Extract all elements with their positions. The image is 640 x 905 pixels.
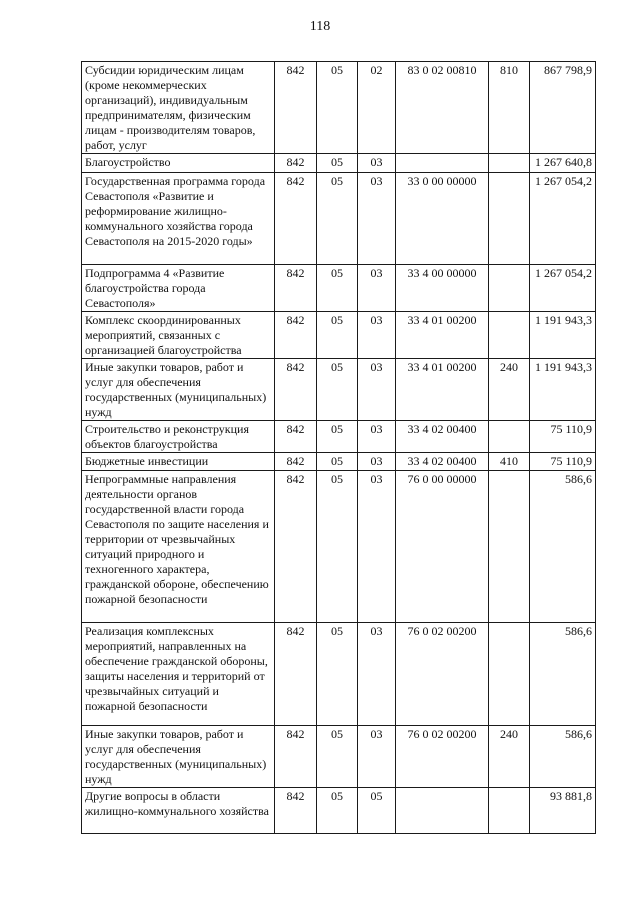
page-number: 118 xyxy=(309,19,331,34)
row-vr xyxy=(489,173,530,265)
row-sum: 1 267 054,2 xyxy=(530,173,596,265)
row-vr: 240 xyxy=(489,726,530,788)
row-csr: 83 0 02 00810 xyxy=(396,62,489,154)
row-name: Другие вопросы в области жилищно-коммунального хозяйства xyxy=(82,788,275,834)
budget-table xyxy=(81,61,596,834)
row-pr: 03 xyxy=(358,471,396,623)
row-ved: 842 xyxy=(275,726,317,788)
table-row xyxy=(82,788,596,834)
row-name: Иные закупки товаров, работ и услуг для обеспечения государственных (муниципальных) нужд xyxy=(82,726,275,788)
row-vr xyxy=(489,421,530,453)
row-sum: 1 191 943,3 xyxy=(530,359,596,421)
table-row xyxy=(82,312,596,359)
table-row xyxy=(82,471,596,623)
row-csr xyxy=(396,154,489,173)
table-row xyxy=(82,359,596,421)
row-csr: 33 0 00 00000 xyxy=(396,173,489,265)
row-ved: 842 xyxy=(275,173,317,265)
row-ved: 842 xyxy=(275,471,317,623)
row-ved: 842 xyxy=(275,265,317,312)
row-pr: 03 xyxy=(358,359,396,421)
row-csr: 76 0 02 00200 xyxy=(396,623,489,726)
row-pr: 03 xyxy=(358,421,396,453)
row-rz: 05 xyxy=(317,471,358,623)
table-row xyxy=(82,265,596,312)
row-pr: 03 xyxy=(358,265,396,312)
row-csr: 33 4 01 00200 xyxy=(396,359,489,421)
row-vr: 240 xyxy=(489,359,530,421)
row-pr: 03 xyxy=(358,312,396,359)
row-vr xyxy=(489,623,530,726)
row-ved: 842 xyxy=(275,623,317,726)
table-row xyxy=(82,173,596,265)
table-row xyxy=(82,453,596,471)
row-ved: 842 xyxy=(275,453,317,471)
row-csr xyxy=(396,788,489,834)
row-vr: 410 xyxy=(489,453,530,471)
row-ved: 842 xyxy=(275,154,317,173)
row-rz: 05 xyxy=(317,788,358,834)
row-vr xyxy=(489,154,530,173)
row-vr: 810 xyxy=(489,62,530,154)
row-vr xyxy=(489,471,530,623)
row-name: Непрограммные направления деятельности органов государственной власти города Севастополя по защите населения и территории от чрезвычайных ситуаций природного и техногенного характера, гражданской обороне, обеспечению пожарной безопасности xyxy=(82,471,275,623)
row-rz: 05 xyxy=(317,421,358,453)
row-ved: 842 xyxy=(275,62,317,154)
table-row xyxy=(82,726,596,788)
row-ved: 842 xyxy=(275,788,317,834)
row-rz: 05 xyxy=(317,154,358,173)
row-csr: 76 0 00 00000 xyxy=(396,471,489,623)
row-ved: 842 xyxy=(275,359,317,421)
row-name: Строительство и реконструкция объектов благоустройства xyxy=(82,421,275,453)
row-rz: 05 xyxy=(317,62,358,154)
table-row xyxy=(82,421,596,453)
row-sum: 586,6 xyxy=(530,726,596,788)
row-name: Бюджетные инвестиции xyxy=(82,453,275,471)
row-rz: 05 xyxy=(317,623,358,726)
row-vr xyxy=(489,265,530,312)
row-csr: 33 4 02 00400 xyxy=(396,421,489,453)
row-sum: 586,6 xyxy=(530,471,596,623)
row-sum: 1 267 054,2 xyxy=(530,265,596,312)
row-ved: 842 xyxy=(275,312,317,359)
row-pr: 05 xyxy=(358,788,396,834)
row-vr xyxy=(489,788,530,834)
row-sum: 1 191 943,3 xyxy=(530,312,596,359)
row-rz: 05 xyxy=(317,312,358,359)
row-name: Реализация комплексных мероприятий, направленных на обеспечение гражданской обороны, защиты населения и территорий от чрезвычайных ситуаций и пожарной безопасности xyxy=(82,623,275,726)
row-rz: 05 xyxy=(317,726,358,788)
table-row xyxy=(82,62,596,154)
row-name: Подпрограмма 4 «Развитие благоустройства города Севастополя» xyxy=(82,265,275,312)
row-csr: 33 4 01 00200 xyxy=(396,312,489,359)
row-pr: 03 xyxy=(358,623,396,726)
row-csr: 33 4 02 00400 xyxy=(396,453,489,471)
row-rz: 05 xyxy=(317,265,358,312)
row-sum: 93 881,8 xyxy=(530,788,596,834)
row-sum: 586,6 xyxy=(530,623,596,726)
row-name: Субсидии юридическим лицам (кроме некоммерческих организаций), индивидуальным предпринимателям, физическим лицам - производителям товаров, работ, услуг xyxy=(82,62,275,154)
table-row xyxy=(82,154,596,173)
row-sum: 75 110,9 xyxy=(530,453,596,471)
row-name: Государственная программа города Севастополя «Развитие и реформирование жилищно-коммунального хозяйства города Севастополя на 2015-2020 годы» xyxy=(82,173,275,265)
row-rz: 05 xyxy=(317,173,358,265)
row-csr: 33 4 00 00000 xyxy=(396,265,489,312)
row-name: Благоустройство xyxy=(82,154,275,173)
row-ved: 842 xyxy=(275,421,317,453)
row-pr: 03 xyxy=(358,154,396,173)
row-name: Комплекс скоординированных мероприятий, связанных с организацией благоустройства xyxy=(82,312,275,359)
row-pr: 03 xyxy=(358,173,396,265)
row-sum: 867 798,9 xyxy=(530,62,596,154)
row-rz: 05 xyxy=(317,359,358,421)
row-sum: 1 267 640,8 xyxy=(530,154,596,173)
row-sum: 75 110,9 xyxy=(530,421,596,453)
row-pr: 02 xyxy=(358,62,396,154)
row-pr: 03 xyxy=(358,726,396,788)
row-name: Иные закупки товаров, работ и услуг для обеспечения государственных (муниципальных) нужд xyxy=(82,359,275,421)
row-vr xyxy=(489,312,530,359)
row-pr: 03 xyxy=(358,453,396,471)
row-rz: 05 xyxy=(317,453,358,471)
table-row xyxy=(82,623,596,726)
row-csr: 76 0 02 00200 xyxy=(396,726,489,788)
